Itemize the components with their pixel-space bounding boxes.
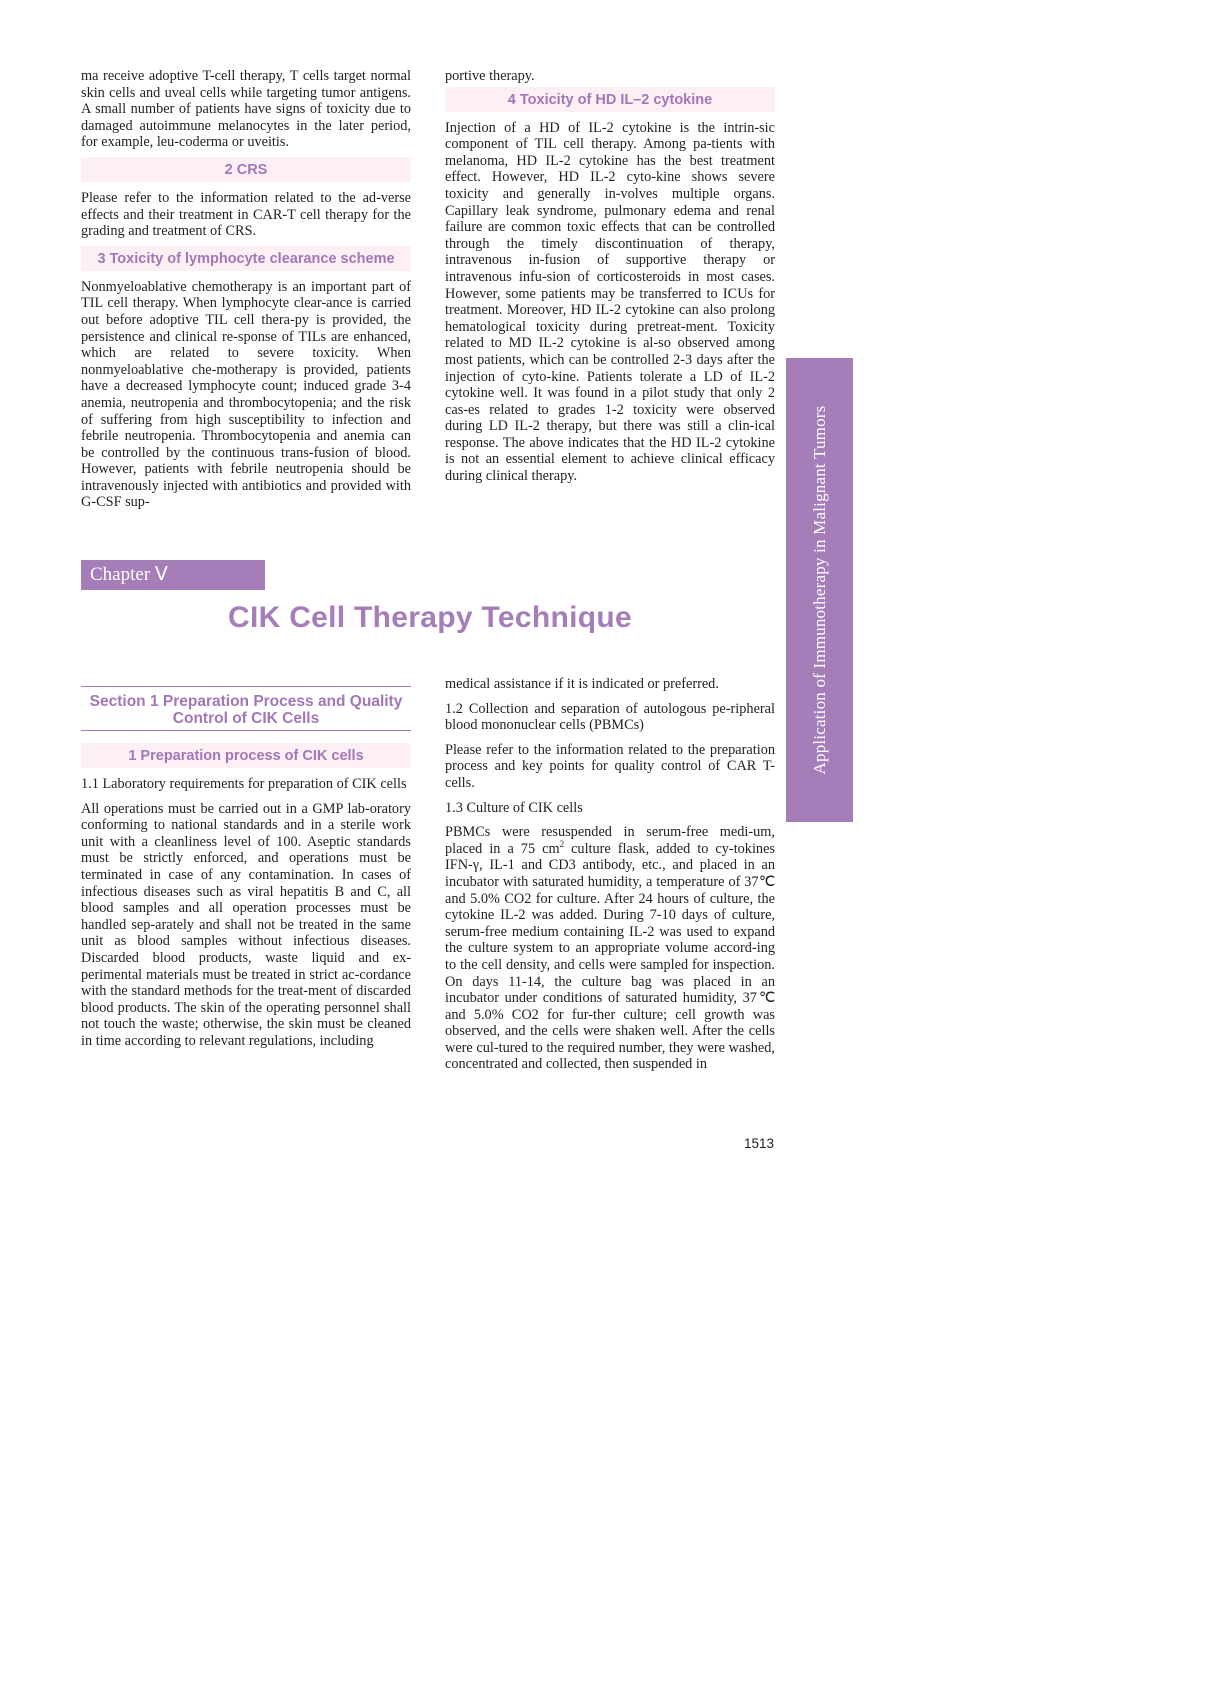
paragraph-crs: Please refer to the information related to the ad-verse effects and their treatment in CAR-T cell therapy for the grading and treatment of CRS. xyxy=(81,189,411,240)
bottom-left-column xyxy=(81,686,411,1050)
heading-il2-toxicity: 4 Toxicity of HD IL–2 cytokine xyxy=(445,87,775,112)
top-left-column xyxy=(81,68,411,511)
cik-culture-text-a: PBMCs were resuspended in serum-free medi-um, placed in a 75 cm xyxy=(445,824,775,857)
paragraph-cik-culture xyxy=(445,824,775,1073)
heading-lymphocyte-clearance: 3 Toxicity of lymphocyte clearance scheme xyxy=(81,246,411,271)
chapter-title: CIK Cell Therapy Technique xyxy=(228,601,632,634)
paragraph-il2-toxicity: Injection of a HD of IL-2 cytokine is the intrin-sic component of TIL cell therapy. Among pa-tients with melanoma, HD IL-2 cytokine has the best treatment effect. However, HD IL-2 cyto-kine shows severe toxicity and generally in-volves multiple organs. Capillary leak syndrome, pulmonary edema and renal failure are common toxic effects that can be controlled through the timely discontinuation of therapy, intravenous in-fusion of supportive therapy or intravenous infu-sion of corticosteroids in most cases. However, some patients may be transferred to ICUs for treatment. Moreover, HD IL-2 cytokine can also prolong hematological toxicity during pretreat-ment. Toxicity related to MD IL-2 cytokine is al-so observed among most patients, which can be controlled 2-3 days after the injection of cyto-kine. Patients tolerate a LD of IL-2 cytokine well. It was found in a pilot study that only 2 cas-es related to grades 1-2 toxicity were observed during LD IL-2 therapy, but there was still a clin-ical response. The above indicates that the HD IL-2 cytokine is not an essential element to achieve clinical efficacy during clinical therapy. xyxy=(445,119,775,485)
paragraph-supportive-therapy: portive therapy. xyxy=(445,68,535,84)
paragraph-medical-assistance: medical assistance if it is indicated or preferred. xyxy=(445,676,719,692)
bottom-right-column xyxy=(445,676,775,1073)
superscript-2: 2 xyxy=(559,838,565,849)
side-tab xyxy=(786,358,853,822)
paragraph-uveitis: ma receive adoptive T-cell therapy, T cells target normal skin cells and uveal cells while targeting tumor antigens. A small number of patients have signs of toxicity due to damaged autoimmune melanocytes in the later period, for example, leu-coderma or uveitis. xyxy=(81,68,411,151)
subheading-cik-culture: 1.3 Culture of CIK cells xyxy=(445,799,583,816)
paragraph-lab-requirements: All operations must be carried out in a GMP lab-oratory conforming to national standards and in a sterile work unit with a cleanliness level of 100. Aseptic standards must be strictly enforced, and operations must be terminated in case of any contamination. In cases of infectious diseases such as viral hepatitis B and C, all blood samples and all operation processes must be handled sep-arately and shall not be treated in the same unit as blood samples without infectious diseases. Discarded blood products, waste liquid and ex-perimental materials must be treated in strict ac-cordance with the standard methods for the treat-ment of discarded blood products. The skin of the operating personnel shall not touch the waste; otherwise, the skin must be cleaned in time according to relevant regulations, including xyxy=(81,800,411,1049)
section-title: Section 1 Preparation Process and Quality Control of CIK Cells xyxy=(81,686,411,731)
side-tab-label: Application of Immunotherapy in Malignant Tumors xyxy=(809,405,829,775)
paragraph-lymphocyte-clearance: Nonmyeloablative chemotherapy is an important part of TIL cell therapy. When lymphocyte clear-ance is carried out before adoptive TIL cell thera-py is provided, the persistence and clinical re-sponse of TILs are enhanced, which are related to severe toxicity. When nonmyeloablative che-motherapy is provided, patients have a decreased lymphocyte count; induced grade 3-4 anemia, neutropenia and thrombocytopenia; and the risk of suffering from high susceptibility to infection and febrile neutropenia. Thrombocytopenia and anemia can be controlled by the continuous trans-fusion of blood. However, patients with febrile neutropenia should be intravenously injected with antibiotics and provided with G-CSF sup- xyxy=(81,278,411,511)
top-right-column xyxy=(445,68,775,485)
heading-crs: 2 CRS xyxy=(81,157,411,182)
heading-preparation-process: 1 Preparation process of CIK cells xyxy=(81,743,411,768)
subheading-lab-requirements: 1.1 Laboratory requirements for preparation of CIK cells xyxy=(81,776,407,792)
subheading-pbmc-collection: 1.2 Collection and separation of autologous pe-ripheral blood mononuclear cells (PBMCs) xyxy=(445,700,775,734)
page-number: 1513 xyxy=(743,1136,774,1151)
cik-culture-text-b: culture flask, added to cy-tokines IFN-γ, IL-1 and CD3 antibody, etc., and placed in an incubator with saturated humidity, a temperature of 37℃ and 5.0% CO2 for culture. After 24 hours of culture, the cytokine IL-2 was added. During 7-10 days of culture, serum-free medium containing IL-2 was used to expand the culture system to an appropriate volume accord-ing to the cell density, and cells were sampled for inspection. On days 11-14, the culture bag was placed in an incubator under conditions of saturated humidity, 37℃ and 5.0% CO2 for fur-ther culture; cell growth was observed, and the cells were shaken well. After the cells were cul-tured to the required number, they were washed, concentrated and collected, then suspended in xyxy=(445,840,775,1073)
paragraph-pbmc-collection: Please refer to the information related to the preparation process and key points for quality control of CAR T-cells. xyxy=(445,741,775,791)
chapter-label: Chapter Ⅴ xyxy=(81,560,265,590)
